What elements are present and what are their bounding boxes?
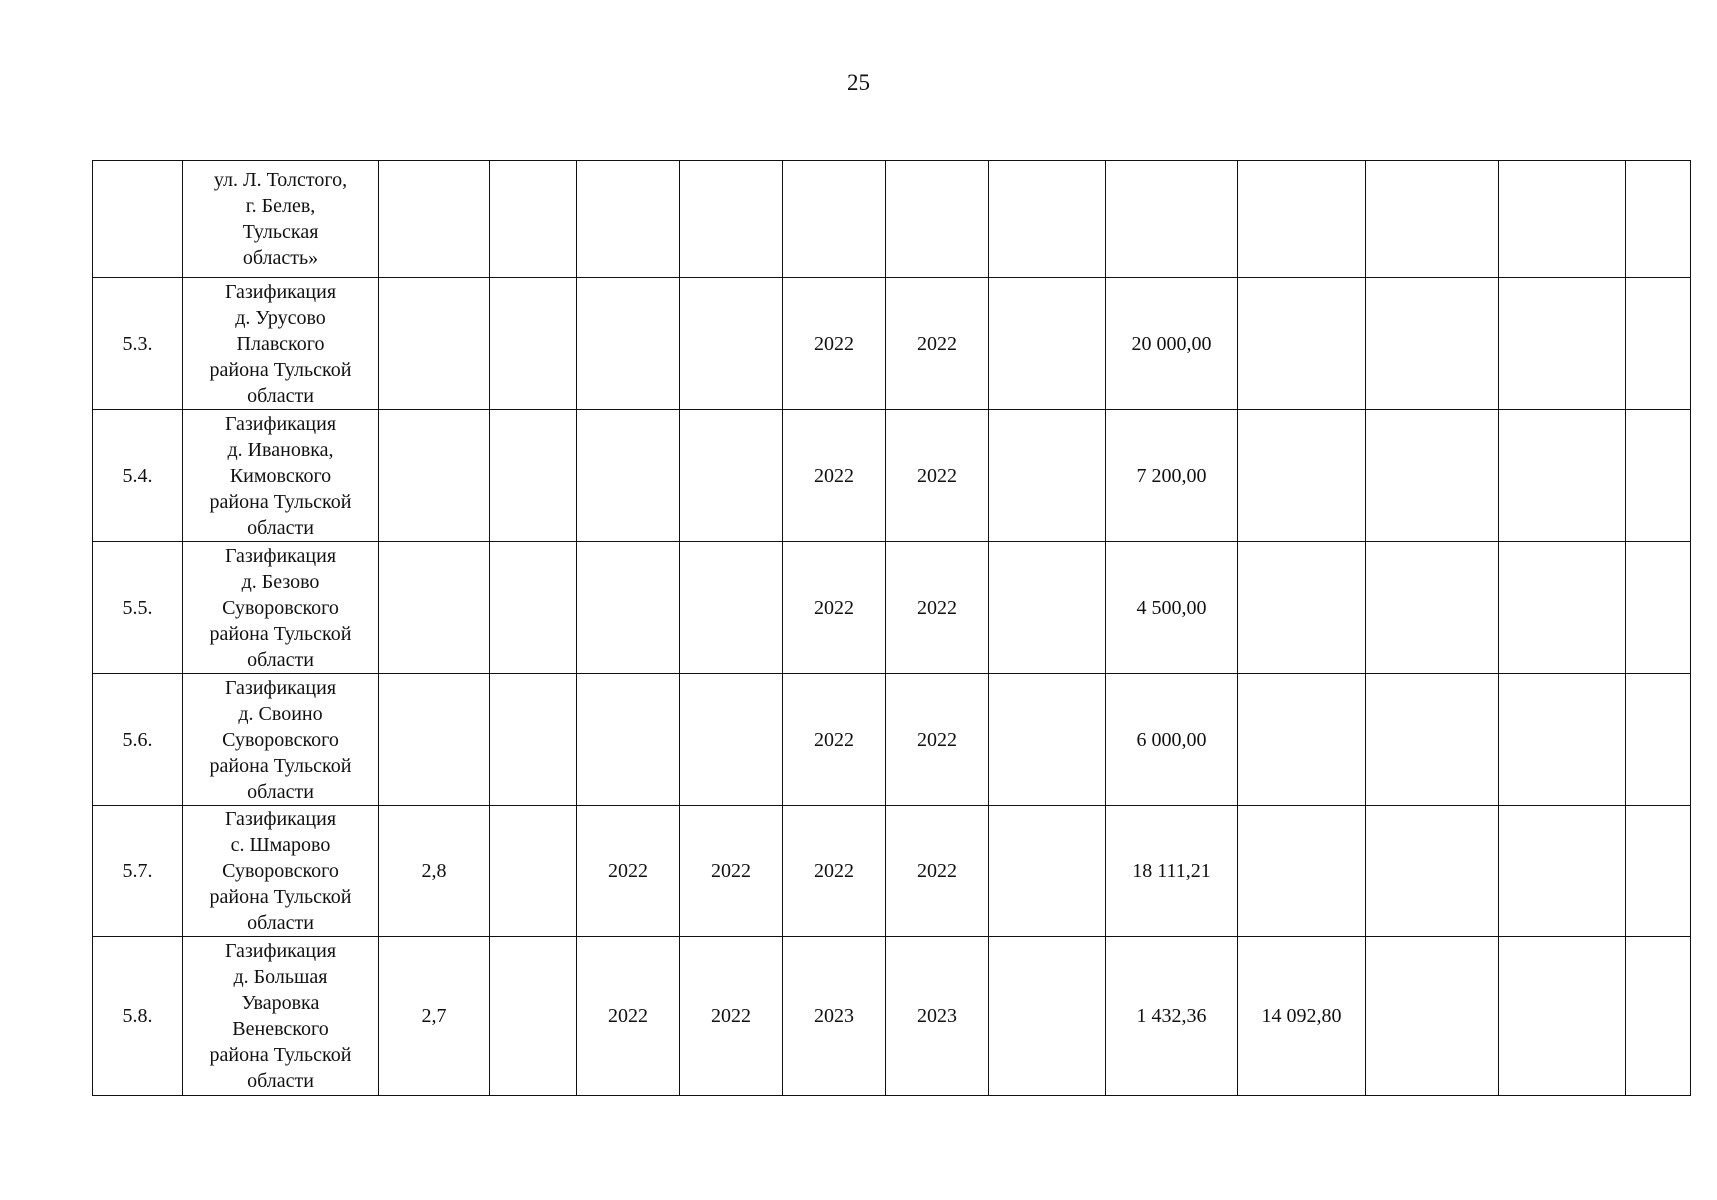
year-cell bbox=[783, 161, 886, 278]
table-cell bbox=[490, 937, 577, 1096]
row-number-cell: 5.4. bbox=[93, 410, 183, 542]
amount-cell bbox=[1238, 410, 1366, 542]
table-cell bbox=[989, 937, 1106, 1096]
table-cell bbox=[1499, 806, 1626, 937]
length-cell: 2,8 bbox=[379, 806, 490, 937]
table-cell bbox=[1499, 278, 1626, 410]
data-table bbox=[92, 160, 1691, 1096]
amount-cell: 18 111,21 bbox=[1106, 806, 1238, 937]
year-cell bbox=[680, 278, 783, 410]
table-row bbox=[93, 278, 1691, 410]
amount-cell: 14 092,80 bbox=[1238, 937, 1366, 1096]
year-cell: 2023 bbox=[886, 937, 989, 1096]
amount-cell bbox=[1106, 161, 1238, 278]
year-cell bbox=[577, 674, 680, 806]
row-number-cell: 5.7. bbox=[93, 806, 183, 937]
amount-cell: 7 200,00 bbox=[1106, 410, 1238, 542]
table-cell bbox=[989, 410, 1106, 542]
row-number-cell: 5.8. bbox=[93, 937, 183, 1096]
table-cell bbox=[1366, 542, 1499, 674]
amount-cell bbox=[1238, 161, 1366, 278]
year-cell bbox=[680, 161, 783, 278]
table-row bbox=[93, 937, 1691, 1096]
table-cell bbox=[989, 161, 1106, 278]
row-number-cell bbox=[93, 161, 183, 278]
table-cell bbox=[490, 161, 577, 278]
row-number-cell: 5.3. bbox=[93, 278, 183, 410]
year-cell bbox=[577, 278, 680, 410]
year-cell: 2022 bbox=[783, 806, 886, 937]
amount-cell bbox=[1238, 542, 1366, 674]
table-row bbox=[93, 542, 1691, 674]
year-cell: 2023 bbox=[783, 937, 886, 1096]
table-row bbox=[93, 674, 1691, 806]
amount-cell bbox=[1238, 278, 1366, 410]
year-cell: 2022 bbox=[577, 937, 680, 1096]
year-cell: 2022 bbox=[680, 937, 783, 1096]
table-cell bbox=[989, 542, 1106, 674]
year-cell bbox=[577, 410, 680, 542]
table-cell bbox=[1626, 410, 1691, 542]
row-number-cell: 5.5. bbox=[93, 542, 183, 674]
table-cell bbox=[1626, 278, 1691, 410]
table-cell bbox=[1366, 674, 1499, 806]
amount-cell: 1 432,36 bbox=[1106, 937, 1238, 1096]
year-cell: 2022 bbox=[680, 806, 783, 937]
length-cell: 2,7 bbox=[379, 937, 490, 1096]
object-name-cell: ул. Л. Толстого, г. Белев, Тульская область» bbox=[183, 161, 379, 278]
length-cell bbox=[379, 278, 490, 410]
table-row bbox=[93, 161, 1691, 278]
table-cell bbox=[1366, 161, 1499, 278]
year-cell bbox=[680, 674, 783, 806]
amount-cell: 4 500,00 bbox=[1106, 542, 1238, 674]
year-cell bbox=[577, 161, 680, 278]
object-name-cell: Газификация с. Шмарово Суворовского района Тульской области bbox=[183, 806, 379, 937]
table-cell bbox=[1499, 542, 1626, 674]
table-cell bbox=[1366, 410, 1499, 542]
year-cell bbox=[577, 542, 680, 674]
table-cell bbox=[1366, 806, 1499, 937]
year-cell bbox=[680, 542, 783, 674]
year-cell: 2022 bbox=[886, 674, 989, 806]
year-cell bbox=[886, 161, 989, 278]
amount-cell bbox=[1238, 674, 1366, 806]
amount-cell: 20 000,00 bbox=[1106, 278, 1238, 410]
table-cell bbox=[989, 278, 1106, 410]
object-name-cell: Газификация д. Своино Суворовского района Тульской области bbox=[183, 674, 379, 806]
table-cell bbox=[490, 542, 577, 674]
length-cell bbox=[379, 410, 490, 542]
year-cell: 2022 bbox=[886, 410, 989, 542]
table-row bbox=[93, 410, 1691, 542]
length-cell bbox=[379, 674, 490, 806]
length-cell bbox=[379, 161, 490, 278]
table-cell bbox=[490, 278, 577, 410]
table-cell bbox=[1366, 278, 1499, 410]
table-cell bbox=[1626, 806, 1691, 937]
year-cell: 2022 bbox=[886, 278, 989, 410]
table-cell bbox=[1626, 937, 1691, 1096]
table-cell bbox=[1626, 674, 1691, 806]
amount-cell bbox=[1238, 806, 1366, 937]
object-name-cell: Газификация д. Безово Суворовского района Тульской области bbox=[183, 542, 379, 674]
table-cell bbox=[490, 410, 577, 542]
table-cell bbox=[1626, 161, 1691, 278]
year-cell: 2022 bbox=[783, 410, 886, 542]
table-cell bbox=[989, 806, 1106, 937]
table-cell bbox=[1499, 937, 1626, 1096]
object-name-cell: Газификация д. Урусово Плавского района Тульской области bbox=[183, 278, 379, 410]
table-cell bbox=[1499, 410, 1626, 542]
table-row bbox=[93, 806, 1691, 937]
row-number-cell: 5.6. bbox=[93, 674, 183, 806]
amount-cell: 6 000,00 bbox=[1106, 674, 1238, 806]
year-cell: 2022 bbox=[783, 674, 886, 806]
page-number: 25 bbox=[847, 70, 870, 95]
year-cell: 2022 bbox=[886, 542, 989, 674]
year-cell: 2022 bbox=[783, 278, 886, 410]
object-name-cell: Газификация д. Большая Уваровка Веневского района Тульской области bbox=[183, 937, 379, 1096]
table-cell bbox=[1366, 937, 1499, 1096]
length-cell bbox=[379, 542, 490, 674]
table-cell bbox=[1626, 542, 1691, 674]
table-cell bbox=[490, 806, 577, 937]
table-cell bbox=[989, 674, 1106, 806]
table-cell bbox=[1499, 161, 1626, 278]
year-cell bbox=[680, 410, 783, 542]
table-cell bbox=[490, 674, 577, 806]
year-cell: 2022 bbox=[886, 806, 989, 937]
year-cell: 2022 bbox=[577, 806, 680, 937]
table-cell bbox=[1499, 674, 1626, 806]
year-cell: 2022 bbox=[783, 542, 886, 674]
object-name-cell: Газификация д. Ивановка, Кимовского района Тульской области bbox=[183, 410, 379, 542]
